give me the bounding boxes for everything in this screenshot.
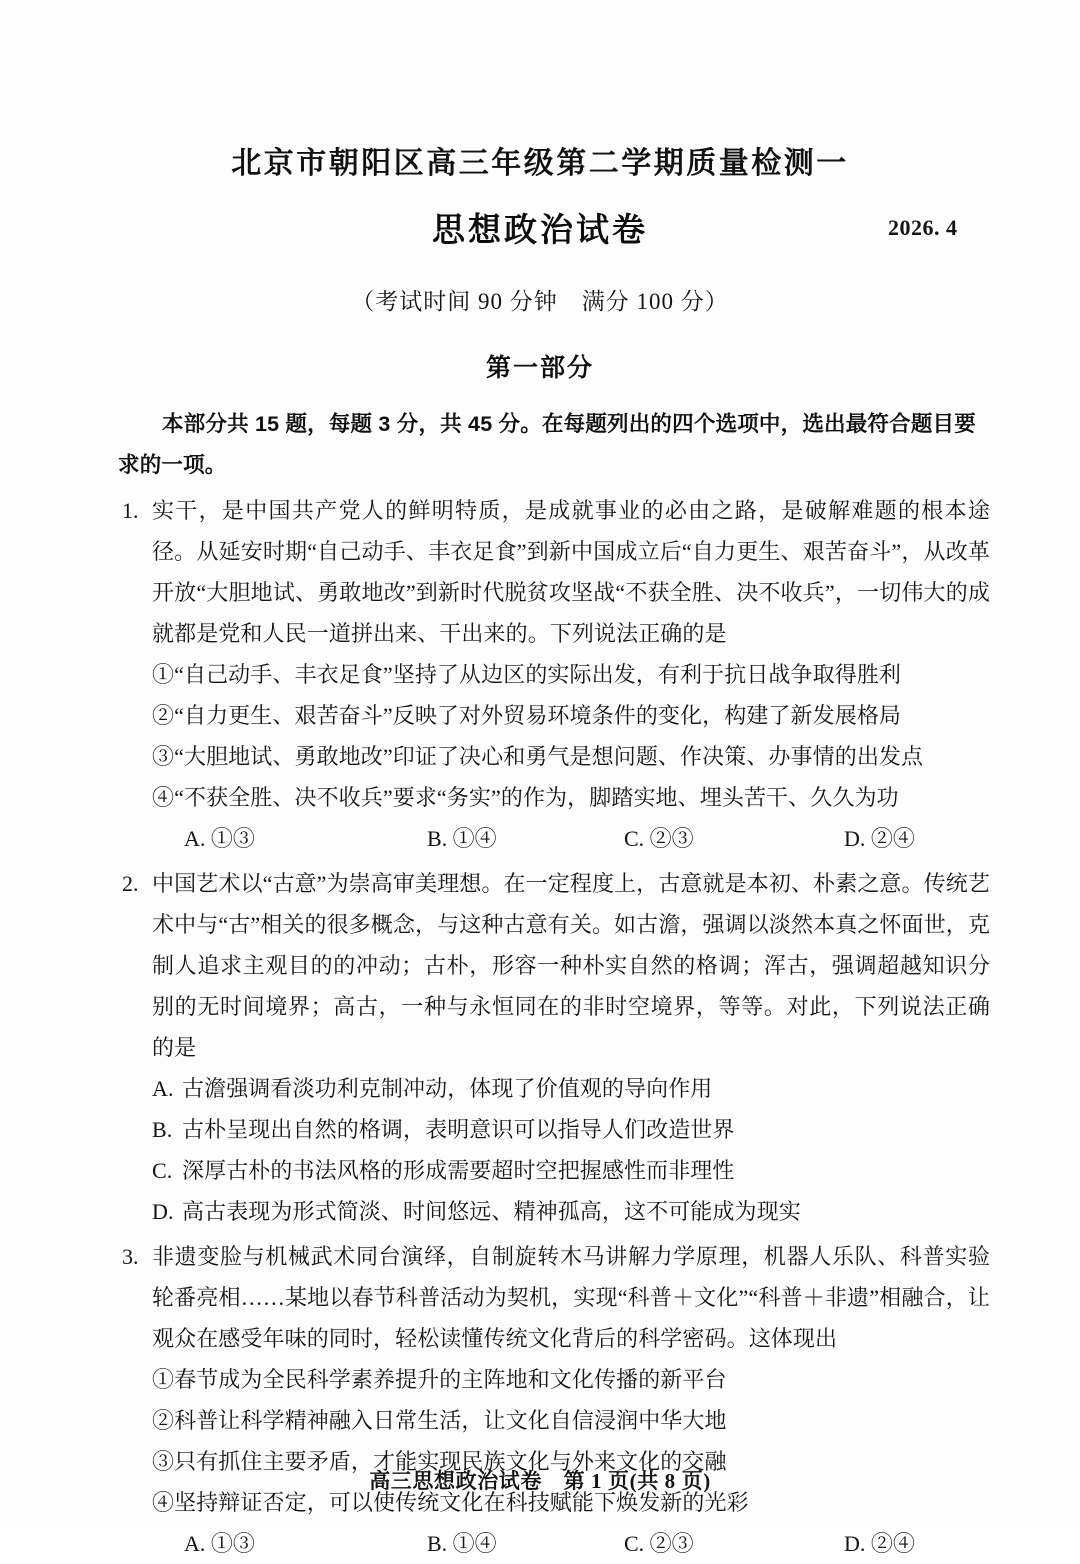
question-statements	[152, 1359, 990, 1523]
question-options-row	[152, 1523, 990, 1564]
statement-line: ③“大胆地试、勇敢地改”印证了决心和勇气是想问题、作决策、办事情的出发点	[152, 744, 924, 769]
question-options-row	[152, 818, 990, 859]
question-body	[152, 863, 990, 1232]
statement-line: ②“自力更生、艰苦奋斗”反映了对外贸易环境条件的变化，构建了新发展格局	[152, 703, 902, 728]
question-content	[118, 404, 990, 1564]
statement-line: ①春节成为全民科学素养提升的主阵地和文化传播的新平台	[152, 1367, 727, 1392]
option-d-text: 高古表现为形式简淡、时间悠远、精神孤高，这不可能成为现实	[182, 1199, 801, 1224]
question-stem: 非遗变脸与机械武术同台演绎，自制旋转木马讲解力学原理，机器人乐队、科普实验轮番亮相……某地以春节科普活动为契机，实现“科普＋文化”“科普＋非遗”相融合，让观众在感受年味的同时，轻松读懂传统文化背后的科学密码。这体现出	[152, 1244, 990, 1351]
option-c-text: 深厚古朴的书法风格的形成需要超时空把握感性而非理性	[182, 1158, 735, 1183]
statement-line: ①“自己动手、丰衣足食”坚持了从边区的实际出发，有利于抗日战争取得胜利	[152, 662, 902, 687]
option-d-label: D.	[152, 1199, 174, 1224]
question-stem: 实干，是中国共产党人的鲜明特质，是成就事业的必由之路，是破解难题的根本途径。从延安时期“自己动手、丰衣足食”到新中国成立后“自力更生、艰苦奋斗”，从改革开放“大胆地试、勇敢地改”到新时代脱贫攻坚战“不获全胜、决不收兵”，一切伟大的成就都是党和人民一道拼出来、干出来的。下列说法正确的是	[152, 498, 990, 646]
option-b[interactable]	[152, 1109, 990, 1150]
option-a[interactable]	[152, 1068, 990, 1109]
page-title: 北京市朝阳区高三年级第二学期质量检测一	[231, 147, 849, 180]
question-number: 2.	[122, 871, 139, 896]
question-stem: 中国艺术以“古意”为崇高审美理想。在一定程度上，古意就是本初、朴素之意。传统艺术中与“古”相关的很多概念，与这种古意有关。如古澹，强调以淡然本真之怀面世，克制人追求主观目的的冲动；古朴，形容一种朴实自然的格调；浑古，强调超越知识分别的无时间境界；高古，一种与永恒同在的非时空境界，等等。对此，下列说法正确的是	[152, 871, 990, 1060]
option-a[interactable]: A. ①③	[184, 826, 255, 851]
statement-line: ④坚持辩证否定，可以使传统文化在科技赋能下焕发新的光彩	[152, 1490, 749, 1515]
paper-name-row	[0, 204, 1080, 252]
question-number: 3.	[122, 1244, 139, 1269]
option-a-text: 古澹强调看淡功利克制冲动，体现了价值观的导向作用	[182, 1076, 713, 1101]
statement-line: ③只有抓住主要矛盾，才能实现民族文化与外来文化的交融	[152, 1449, 727, 1474]
question-number: 1.	[122, 498, 139, 523]
option-a[interactable]: A. ①③	[184, 1531, 255, 1556]
option-d[interactable]: D. ②④	[844, 826, 915, 851]
question-statements	[152, 654, 990, 818]
question-options-stack	[152, 1068, 990, 1232]
question-item	[118, 490, 990, 859]
paper-date: 2026. 4	[888, 215, 958, 240]
option-c[interactable]	[152, 1150, 990, 1191]
option-a-label: A.	[152, 1076, 174, 1101]
option-b[interactable]: B. ①④	[427, 826, 497, 851]
question-body	[152, 490, 990, 859]
option-b[interactable]: B. ①④	[427, 1531, 497, 1556]
option-b-label: B.	[152, 1117, 173, 1142]
option-d[interactable]: D. ②④	[844, 1531, 915, 1556]
section-heading-part-one: 第一部分	[485, 354, 594, 382]
exam-duration-and-score: （考试时间 90 分钟 满分 100 分）	[351, 289, 729, 314]
option-b-text: 古朴呈现出自然的格调，表明意识可以指导人们改造世界	[182, 1117, 735, 1142]
option-c-label: C.	[152, 1158, 173, 1183]
statement-line: ④“不获全胜、决不收兵”要求“务实”的作为，脚踏实地、埋头苦干、久久为功	[152, 785, 899, 810]
question-body	[152, 1236, 990, 1564]
page-footer: 高三思想政治试卷 第 1 页(共 8 页)	[369, 1469, 711, 1493]
question-item	[118, 1236, 990, 1564]
option-d[interactable]	[152, 1191, 990, 1232]
part-one-instructions: 本部分共 15 题，每题 3 分，共 45 分。在每题列出的四个选项中，选出最符合题目要求的一项。	[118, 412, 976, 477]
question-item	[118, 863, 990, 1232]
option-c[interactable]: C. ②③	[624, 1531, 694, 1556]
statement-line: ②科普让科学精神融入日常生活，让文化自信浸润中华大地	[152, 1408, 727, 1433]
option-c[interactable]: C. ②③	[624, 826, 694, 851]
paper-subject-title: 思想政治试卷	[432, 211, 648, 248]
